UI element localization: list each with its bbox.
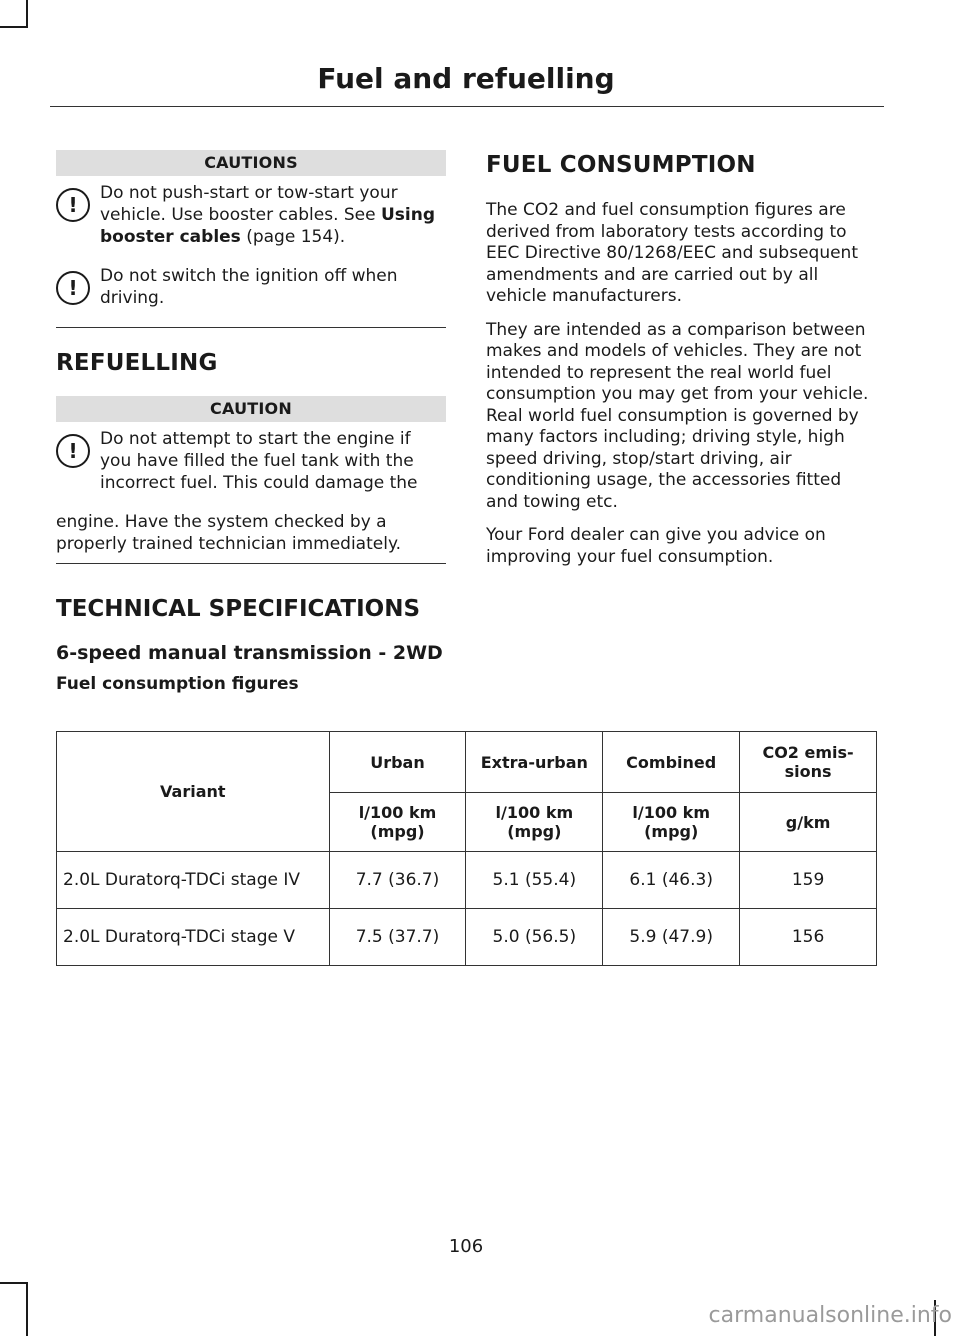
right-column: [486, 150, 878, 580]
fuel-consumption-table: [56, 731, 877, 966]
table-row: [57, 909, 877, 966]
variant-cell: 2.0L Duratorq-TDCi stage V: [57, 909, 330, 966]
paragraph: They are intended as a comparison between makes and models of vehicles. They are not intended to represent the real world fuel consumption you may get from your vehicle. Real world fuel consumption is governed by many factors including; driving style, high speed driving, stop/start driving, air conditioning usage, the accessories fitted and towing etc.: [486, 319, 869, 512]
refuelling-title: REFUELLING: [56, 350, 218, 376]
warning-exclamation-icon: !: [56, 188, 90, 222]
warning-exclamation-icon: !: [56, 271, 90, 305]
warning-text: Do not switch the ignition off when driving.: [100, 266, 398, 308]
crop-mark-bottom-left: [26, 1282, 28, 1336]
variant-header: Variant: [57, 732, 330, 852]
transmission-subtitle: 6-speed manual transmission - 2WD: [56, 642, 443, 664]
warning-exclamation-icon: !: [56, 434, 90, 468]
crop-mark-bottom-left: [0, 1282, 26, 1284]
warning-booster: [56, 182, 446, 248]
watermark: carmanualsonline.info: [708, 1303, 952, 1328]
booster-cables-link[interactable]: Using booster cables: [100, 205, 436, 247]
divider: [56, 563, 446, 564]
page-number: 106: [448, 1236, 484, 1257]
variant-cell: 2.0L Duratorq-TDCi stage IV: [57, 852, 330, 909]
urban-cell: 7.5 (37.7): [329, 909, 466, 966]
co2-cell: 159: [740, 852, 877, 909]
extra-urban-cell: 5.0 (56.5): [466, 909, 603, 966]
page-title: Fuel and refuelling: [317, 62, 615, 95]
fuel-consumption-title: FUEL CONSUMPTION: [486, 152, 756, 178]
column-header: Combined: [603, 732, 740, 793]
divider: [56, 327, 446, 328]
warning-ignition: [56, 265, 446, 319]
tech-title: TECHNICAL SPECIFICATIONS: [56, 596, 421, 622]
paragraph: The CO2 and fuel consumption figures are derived from laboratory tests according to EEC Directive 80/1268/EEC and subsequent amendments and are carried out by all vehicle manufacturers.: [486, 200, 858, 306]
header-rule: [50, 106, 884, 107]
unit-header: l/100 km (mpg): [466, 793, 603, 852]
crop-mark-top-left: [0, 26, 26, 28]
paragraph: Your Ford dealer can give you advice on improving your fuel consumption.: [486, 525, 826, 567]
caution-bar: CAUTION: [56, 396, 446, 422]
combined-cell: 5.9 (47.9): [603, 909, 740, 966]
warning-text: Do not push-start or tow-start your vehicle. Use booster cables. See Using booster cables (page 154).: [100, 183, 436, 247]
unit-header: g/km: [740, 793, 877, 852]
cautions-bar: CAUTIONS: [56, 150, 446, 176]
urban-cell: 7.7 (36.7): [329, 852, 466, 909]
column-header: Extra-urban: [466, 732, 603, 793]
column-header: CO2 emis-sions: [740, 732, 877, 793]
table-row: [57, 852, 877, 909]
table-title: Fuel consumption figures: [56, 674, 299, 694]
crop-mark-top-left: [26, 0, 28, 28]
column-header: Urban: [329, 732, 466, 793]
warning-fuel: [56, 428, 446, 494]
combined-cell: 6.1 (46.3): [603, 852, 740, 909]
left-column: [56, 150, 446, 564]
unit-header: l/100 km (mpg): [329, 793, 466, 852]
technical-specifications: [56, 596, 443, 694]
extra-urban-cell: 5.1 (55.4): [466, 852, 603, 909]
table-header-row: [57, 732, 877, 793]
unit-header: l/100 km (mpg): [603, 793, 740, 852]
warning-text-continued: engine. Have the system checked by a properly trained technician immediately.: [56, 512, 401, 554]
warning-text: Do not attempt to start the engine if you have filled the fuel tank with the incorrect fuel. This could damage the: [100, 429, 418, 493]
co2-cell: 156: [740, 909, 877, 966]
